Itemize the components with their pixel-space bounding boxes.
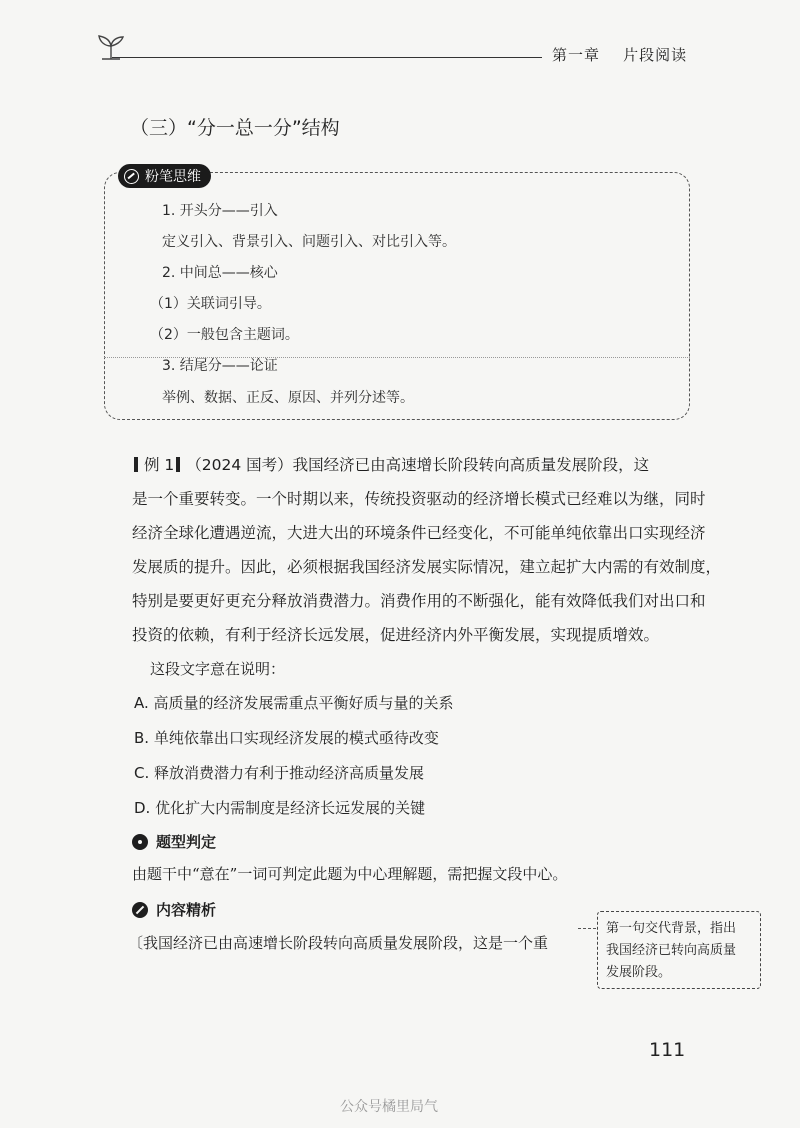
thinking-line: 3. 结尾分——论证	[162, 358, 278, 374]
question-stem: 这段文字意在说明：	[150, 660, 286, 678]
thinking-line: 2. 中间总——核心	[162, 265, 278, 281]
option-b: B. 单纯依靠出口实现经济发展的模式亟待改变	[134, 729, 439, 747]
content-analysis-heading	[132, 899, 216, 920]
pen-icon	[132, 902, 148, 918]
section-title: （三）“分一总一分”结构	[130, 117, 340, 139]
running-header	[552, 44, 687, 65]
example-line: 特别是要更好更充分释放消费潜力。消费作用的不断强化，能有效降低我们对出口和	[132, 592, 706, 610]
content-analysis-label: 内容精析	[156, 901, 217, 919]
content-analysis-text: 〔我国经济已由高速增长阶段转向高质量发展阶段，这是一个重	[128, 934, 549, 952]
section-label: 片段阅读	[623, 46, 688, 64]
option-a: A. 高质量的经济发展需重点平衡好质与量的关系	[134, 694, 454, 712]
chapter-label: 第一章	[552, 46, 601, 64]
type-judgement-label: 题型判定	[156, 833, 217, 851]
example-mark-right	[176, 457, 180, 472]
thinking-tag-label: 粉笔思维	[145, 169, 201, 185]
annotation-line: 发展阶段。	[606, 965, 672, 980]
example-label: 例 1	[144, 456, 175, 474]
type-judgement-text: 由题干中“意在”一词可判定此题为中心理解题，需把握文段中心。	[132, 865, 568, 883]
example-line	[132, 453, 649, 475]
example-line: 发展质的提升。因此，必须根据我国经济发展实际情况，建立起扩大内需的有效制度，	[132, 558, 722, 576]
option-c: C. 释放消费潜力有利于推动经济高质量发展	[134, 764, 425, 782]
annotation-leader	[578, 928, 596, 929]
example-line: 经济全球化遭遇逆流，大进大出的环境条件已经变化，不可能单纯依靠出口实现经济	[132, 524, 706, 542]
thinking-line: （2）一般包含主题词。	[150, 327, 299, 343]
gear-icon	[132, 834, 148, 850]
thinking-line: 1. 开头分——引入	[162, 203, 278, 219]
annotation-line: 第一句交代背景，指出	[606, 921, 737, 936]
thinking-line: 定义引入、背景引入、问题引入、对比引入等。	[162, 234, 456, 250]
thinking-tag	[118, 164, 211, 188]
pencil-circle-icon	[124, 169, 139, 184]
type-judgement-heading	[132, 831, 216, 852]
annotation-note	[597, 911, 761, 989]
example-mark-left	[134, 457, 138, 472]
example-line: 投资的依赖，有利于经济长远发展，促进经济内外平衡发展，实现提质增效。	[132, 626, 660, 644]
header-rule	[112, 57, 542, 58]
annotation-line: 我国经济已转向高质量	[606, 943, 737, 958]
example-text: （2024 国考）我国经济已由高速增长阶段转向高质量发展阶段，这	[186, 456, 650, 474]
thinking-line: 举例、数据、正反、原因、并列分述等。	[162, 390, 414, 406]
watermark: 公众号橘里局气	[340, 1099, 438, 1115]
page-number: 111	[649, 1039, 686, 1061]
example-line: 是一个重要转变。一个时期以来，传统投资驱动的经济增长模式已经难以为继，同时	[132, 490, 706, 508]
thinking-line: （1）关联词引导。	[150, 296, 271, 312]
option-d: D. 优化扩大内需制度是经济长远发展的关键	[134, 799, 426, 817]
